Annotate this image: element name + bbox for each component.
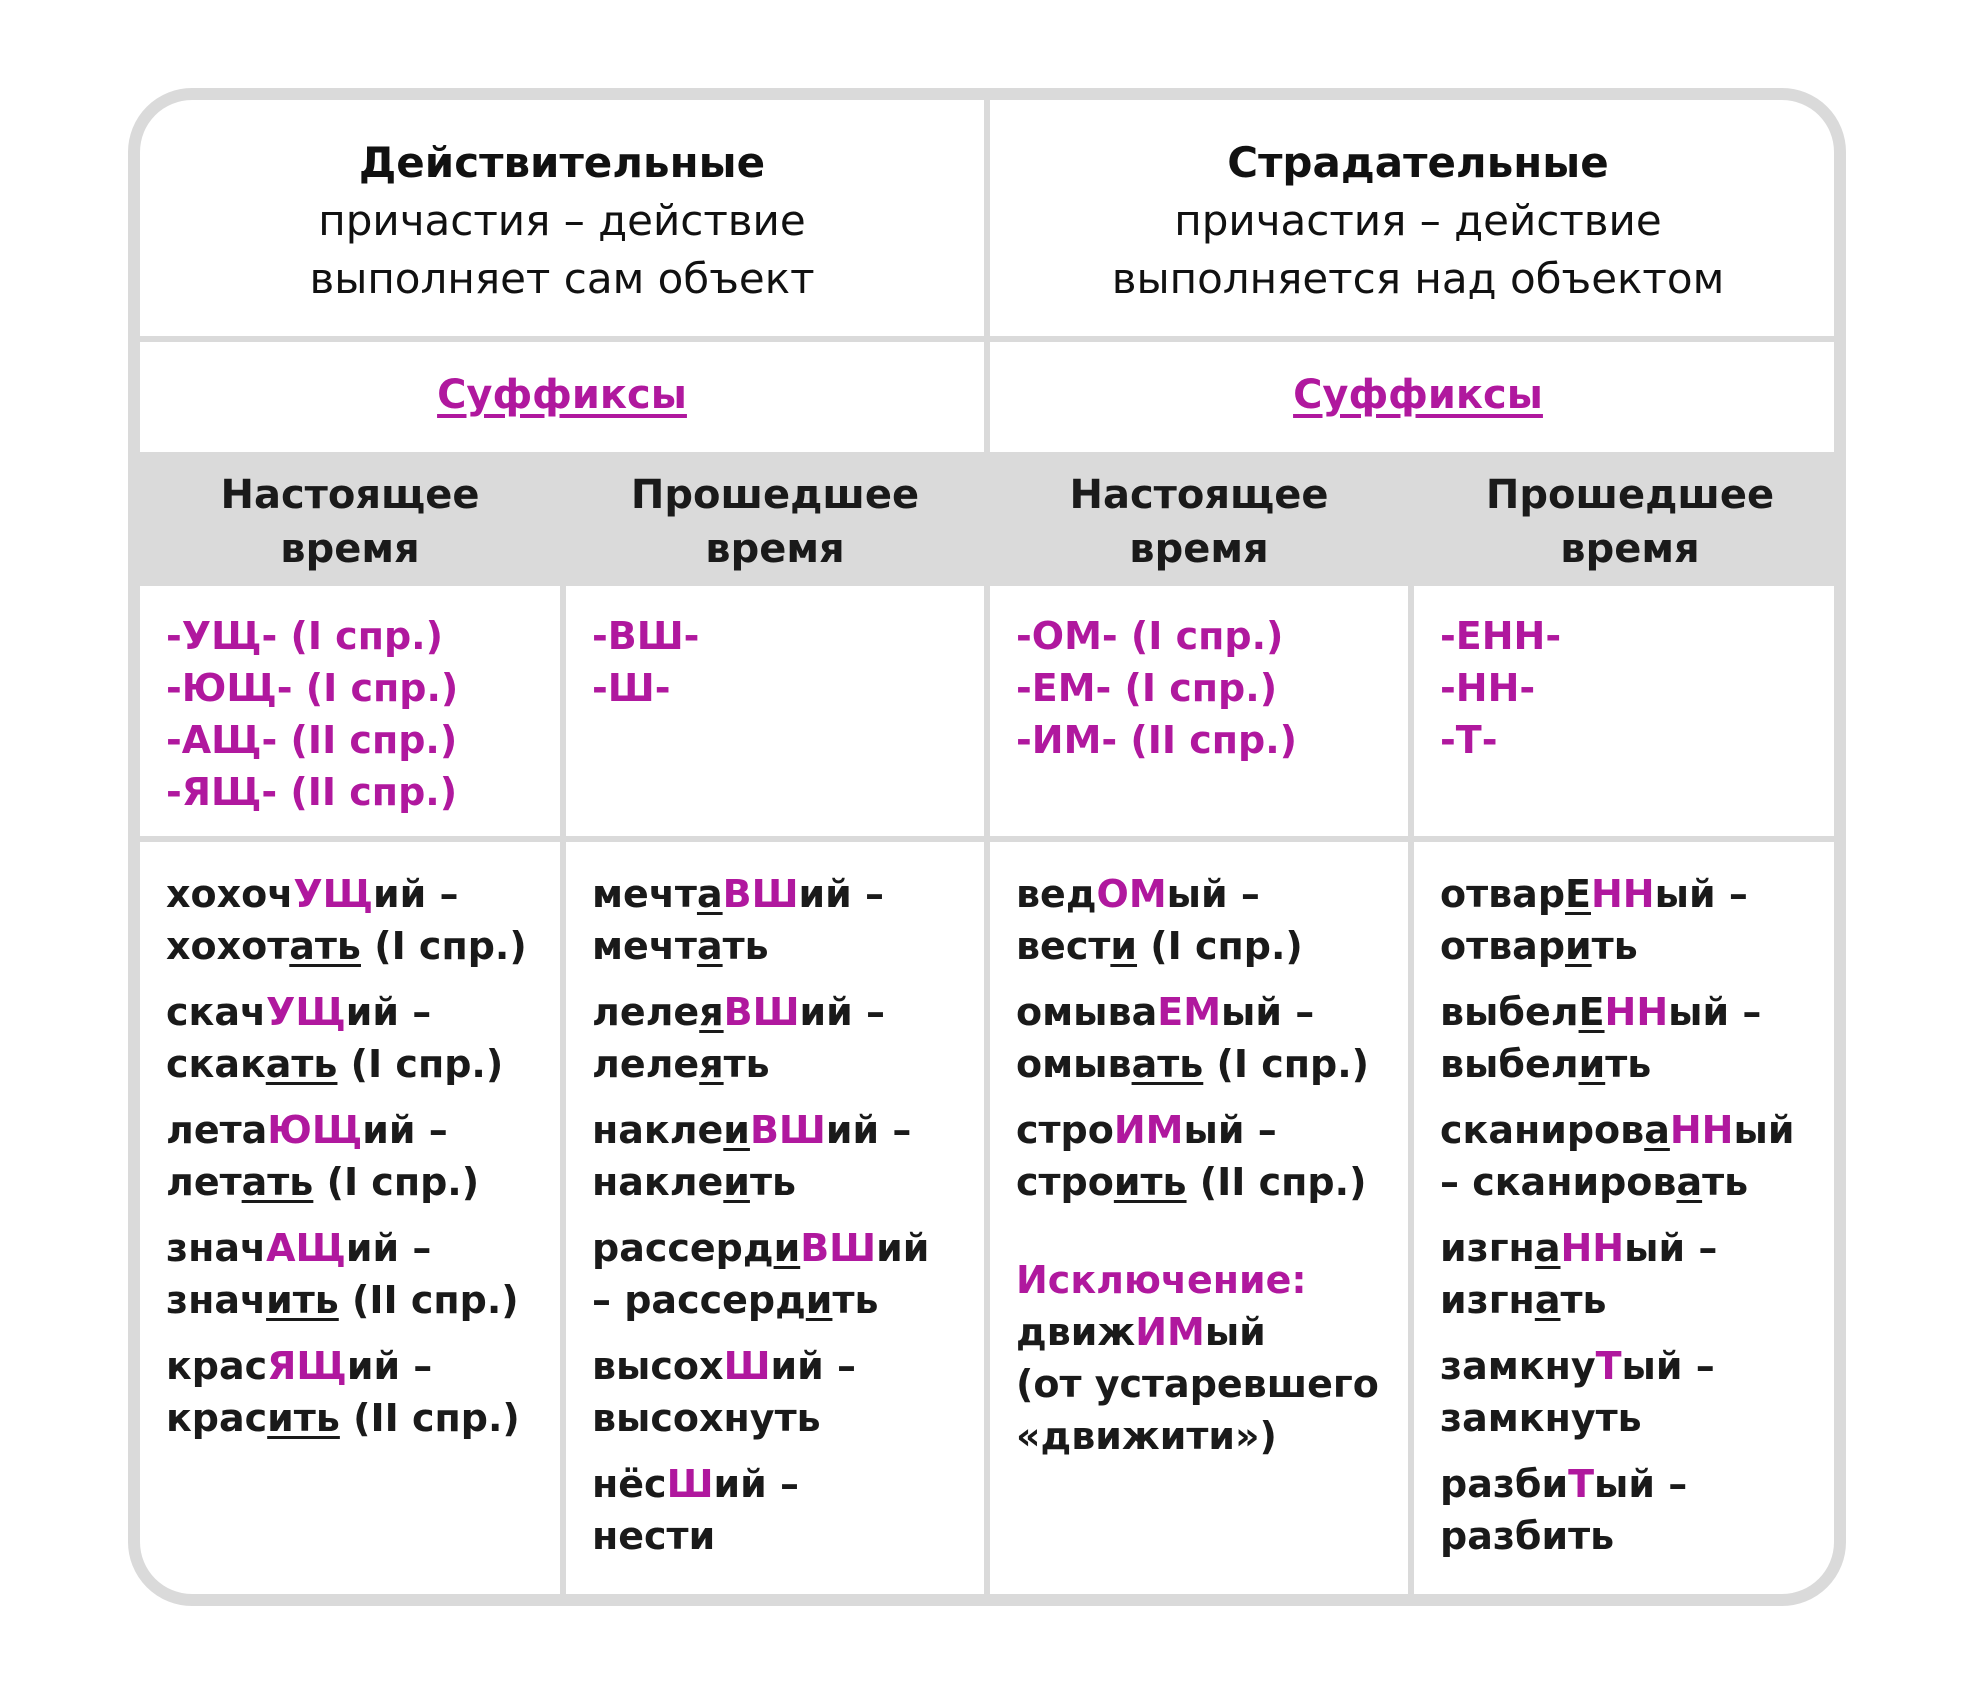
active-title: Действительные [358,138,766,187]
suffix-item: -Ш- [592,666,671,710]
passive-header-cell [990,100,1846,336]
active-present-examples [140,842,560,1606]
exception-title: Исключение: [1016,1258,1307,1302]
active-header-cell [140,100,984,336]
example-verb [592,1038,984,1090]
example-item [592,1340,984,1444]
underlined-ending: и [723,1160,750,1204]
word-ending: ый – [1654,872,1748,916]
example-participle [1440,1104,1846,1156]
word-ending: ый – [1668,990,1762,1034]
word-stem: мечт [592,924,697,968]
underlined-ending: я [699,1042,724,1086]
underlined-ending: а [1534,1278,1561,1322]
word-ending: ть [832,1278,879,1322]
example-verb [1440,1274,1846,1326]
passive-past-examples [1414,842,1846,1606]
word-ending: ть [1605,1042,1652,1086]
highlighted-suffix: Ш [666,1462,714,1506]
highlighted-suffix: ЮЩ [267,1108,363,1152]
tense-label: время [705,526,845,572]
word-ending: ий – [345,1226,432,1270]
word-ending: ий – [799,990,886,1034]
example-item [1016,1104,1408,1208]
word-ending: ть [1702,1160,1749,1204]
example-participle [592,1340,984,1392]
passive-present-tense-header [990,452,1408,580]
word-ending: ий [876,1226,930,1270]
underlined-ending: а [696,872,723,916]
example-item [166,1104,560,1208]
suffix-item: -ОМ- (I спр.) [1016,614,1284,658]
word-stem: омыв [1016,1042,1132,1086]
word-stem: скак [166,1042,266,1086]
example-participle [166,868,560,920]
word-stem: леле [592,1042,700,1086]
example-verb [1016,1038,1408,1090]
underlined-ending: а [696,924,723,968]
word-ending: ий – [346,1344,433,1388]
tense-label: время [1129,526,1269,572]
word-ending: ий – [373,872,459,916]
highlighted-suffix: НН [1560,1226,1625,1270]
underlined-ending: и [773,1226,801,1270]
example-verb [592,1510,984,1562]
word-ending: ий – [825,1108,912,1152]
word-stem: вед [1016,872,1097,916]
word-stem: – рассерд [592,1278,806,1322]
underlined-ending: Е [1565,872,1591,916]
highlighted-suffix: ЯЩ [267,1344,347,1388]
word-stem: лета [166,1108,268,1152]
word-stem: хохот [166,924,290,968]
example-item [592,868,984,972]
example-item [1440,1222,1846,1326]
example-item [592,1458,984,1562]
underlined-ending: ать [289,924,361,968]
word-ending: ый – [1594,1462,1688,1506]
example-verb [166,1392,560,1444]
word-ending: ый [1733,1108,1795,1152]
example-verb [592,1392,984,1444]
suffix-item: -ЕНН- [1440,614,1562,658]
word-stem: высох [592,1344,724,1388]
example-item [166,1340,560,1444]
example-participle [592,1222,984,1274]
example-verb [1440,1392,1846,1444]
example-verb [1440,1038,1846,1090]
word-stem: вест [1016,924,1111,968]
underlined-ending: и [1110,924,1138,968]
example-item [1440,868,1846,972]
example-item [592,1104,984,1208]
word-ending: ый – [1621,1344,1715,1388]
example-verb [166,1156,560,1208]
word-stem: хохоч [166,872,294,916]
word-ending: ий – [713,1462,799,1506]
word-ending: ть [722,924,769,968]
passive-present-suffixes [990,586,1408,836]
example-item [1016,986,1408,1090]
conjugation-note: (I спр.) [1137,924,1303,968]
example-verb [592,1274,984,1326]
example-verb [1440,920,1846,972]
underlined-ending: ить [266,1278,339,1322]
word-stem: изгн [1440,1278,1535,1322]
underlined-ending: а [1676,1160,1703,1204]
example-participle [166,1222,560,1274]
passive-desc-line1: причастия – действие [1174,196,1662,245]
word-ending: ый – [1624,1226,1718,1270]
highlighted-suffix: Т [1595,1344,1622,1388]
conjugation-note: (I спр.) [360,924,527,968]
suffix-item: -НН- [1440,666,1536,710]
example-participle [1440,1458,1846,1510]
passive-desc-line2: выполняется над объектом [1111,254,1725,303]
example-verb [592,1156,984,1208]
word-stem: выбел [1440,1042,1579,1086]
example-participle [1016,1104,1408,1156]
highlighted-suffix: АЩ [266,1226,346,1270]
active-suffixes-cell [140,342,984,452]
active-suffixes-link[interactable]: Суффиксы [437,372,687,418]
tense-label: Настоящее [1069,472,1329,518]
highlighted-suffix: НН [1669,1108,1734,1152]
word-stem: отвар [1440,872,1566,916]
highlighted-suffix: НН [1604,990,1669,1034]
example-verb [1440,1510,1846,1562]
highlighted-suffix: ВШ [723,990,800,1034]
highlighted-suffix: Т [1568,1462,1595,1506]
word-stem: замкнуть [1440,1396,1642,1440]
word-stem: мечт [592,872,697,916]
word-stem: сканиров [1440,1108,1645,1152]
tense-label: Настоящее [220,472,480,518]
underlined-ending: ать [1131,1042,1204,1086]
example-participle [1440,1340,1846,1392]
table-grid [140,100,1834,1594]
passive-past-tense-header [1414,452,1846,580]
underlined-ending: ить [267,1396,340,1440]
word-ending: ый – [1221,990,1315,1034]
underlined-ending: и [723,1108,750,1152]
example-verb [1440,1156,1846,1208]
conjugation-note: (II спр.) [338,1278,519,1322]
exception-word [1016,1306,1408,1358]
suffix-item: -ЯЩ- (II спр.) [166,770,458,814]
highlighted-suffix: Ш [723,1344,771,1388]
passive-present-examples [990,842,1408,1606]
highlighted-suffix: НН [1591,872,1655,916]
suffix-item: -АЩ- (II спр.) [166,718,458,762]
word-ending: ть [1560,1278,1607,1322]
word-ending: ть [1591,924,1638,968]
highlighted-suffix: УЩ [266,990,346,1034]
example-item [166,1222,560,1326]
example-participle [166,1340,560,1392]
tense-label: время [280,526,420,572]
word-ending: ый – [1183,1108,1277,1152]
active-desc-line2: выполняет сам объект [309,254,815,303]
conjugation-note: (II спр.) [339,1396,520,1440]
highlighted-suffix: ИМ [1113,1108,1184,1152]
word-stem: рассерд [592,1226,774,1270]
conjugation-note: (I спр.) [337,1042,504,1086]
passive-title: Страдательные [1227,138,1609,187]
example-participle [1440,868,1846,920]
underlined-ending: я [699,990,724,1034]
highlighted-suffix: УЩ [293,872,374,916]
example-participle [592,1458,984,1510]
suffix-item: -ВШ- [592,614,700,658]
suffix-item: -УЩ- (I спр.) [166,614,443,658]
word-ending: ый – [1166,872,1260,916]
underlined-ending: и [1578,1042,1606,1086]
word-stem: леле [592,990,700,1034]
underlined-ending: и [805,1278,833,1322]
highlighted-suffix: ВШ [749,1108,826,1152]
example-item [1440,1458,1846,1562]
suffix-item: -Т- [1440,718,1498,762]
word-stem: знач [166,1226,267,1270]
active-past-examples [566,842,984,1606]
underlined-ending: а [1644,1108,1670,1152]
tense-label: Прошедшее [630,472,920,518]
word-ending: ий – [345,990,432,1034]
example-item [1016,868,1408,972]
active-desc-line1: причастия – действие [318,196,806,245]
word-stem: замкну [1440,1344,1596,1388]
example-participle [592,1104,984,1156]
word-ending: ий – [770,1344,856,1388]
example-item [166,986,560,1090]
word-ending: ть [749,1160,796,1204]
example-participle [1440,986,1846,1038]
word-stem: накле [592,1108,724,1152]
example-participle [1016,986,1408,1038]
word-stem: крас [166,1344,268,1388]
example-participle [592,868,984,920]
example-participle [1440,1222,1846,1274]
example-participle [166,986,560,1038]
word-stem: выбел [1440,990,1579,1034]
word-stem: омыва [1016,990,1158,1034]
example-participle [592,986,984,1038]
example-verb [166,1038,560,1090]
word-stem: нести [592,1514,716,1558]
suffix-item: -ИМ- (II спр.) [1016,718,1298,762]
word-stem: скач [166,990,267,1034]
conjugation-note: (I спр.) [1203,1042,1370,1086]
conjugation-note: (II спр.) [1186,1160,1367,1204]
example-verb [166,1274,560,1326]
suffix-item: -ЮЩ- (I спр.) [166,666,459,710]
example-item [1440,1104,1846,1208]
underlined-ending: ать [241,1160,314,1204]
example-verb [1016,920,1408,972]
word-stem: знач [166,1278,267,1322]
example-item [166,868,560,972]
passive-suffixes-link[interactable]: Суффиксы [1293,372,1543,418]
exception-note: «движити») [1016,1414,1277,1458]
word-stem: разби [1440,1462,1569,1506]
example-verb [592,920,984,972]
example-verb [1016,1156,1408,1208]
underlined-ending: ить [1113,1160,1187,1204]
word-ending: ый [1204,1310,1266,1354]
active-present-tense-header [140,452,560,580]
active-past-suffixes [566,586,984,836]
word-stem: высохнуть [592,1396,821,1440]
underlined-ending: Е [1578,990,1605,1034]
highlighted-suffix: ОМ [1096,872,1167,916]
word-stem: накле [592,1160,724,1204]
example-participle [166,1104,560,1156]
word-stem: стро [1016,1108,1114,1152]
highlighted-suffix: ВШ [722,872,799,916]
highlighted-suffix: ИМ [1135,1310,1205,1354]
participles-table [128,88,1846,1606]
suffix-item: -ЕМ- (I спр.) [1016,666,1278,710]
example-participle [1016,868,1408,920]
word-ending: ть [723,1042,770,1086]
conjugation-note: (I спр.) [313,1160,480,1204]
active-past-tense-header [566,452,984,580]
underlined-ending: и [1565,924,1592,968]
word-stem: отвар [1440,924,1566,968]
example-item [592,986,984,1090]
word-ending: ий – [798,872,885,916]
example-item [1440,1340,1846,1444]
word-stem: – сканиров [1440,1160,1677,1204]
exception-note: (от устаревшего [1016,1362,1379,1406]
underlined-ending: а [1534,1226,1561,1270]
tense-label: Прошедшее [1485,472,1775,518]
word-ending: ий – [362,1108,448,1152]
word-stem: лет [166,1160,242,1204]
tense-label: время [1560,526,1700,572]
word-stem: изгн [1440,1226,1535,1270]
active-present-suffixes [140,586,560,836]
word-stem: стро [1016,1160,1114,1204]
word-stem: крас [166,1396,268,1440]
word-stem: разбить [1440,1514,1615,1558]
underlined-ending: ать [265,1042,338,1086]
highlighted-suffix: ЕМ [1157,990,1222,1034]
word-stem: движ [1016,1310,1136,1354]
passive-past-suffixes [1414,586,1846,836]
example-verb [166,920,560,972]
highlighted-suffix: ВШ [800,1226,877,1270]
word-stem: нёс [592,1462,667,1506]
passive-suffixes-cell [990,342,1846,452]
example-item [1440,986,1846,1090]
example-item [592,1222,984,1326]
